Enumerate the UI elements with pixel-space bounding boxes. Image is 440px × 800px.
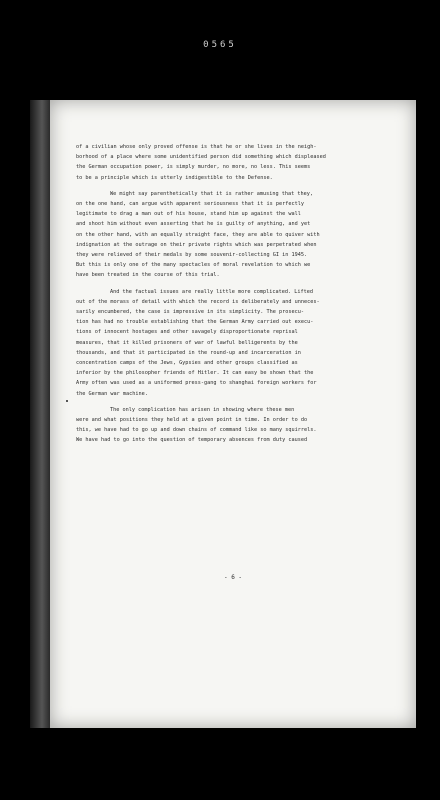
text-line: We have had to go into the question of temporary absences from duty caused <box>76 437 308 444</box>
text-line: We might say parenthetically that it is rather amusing that they, <box>110 190 314 197</box>
page-number: - 6 - <box>223 574 243 581</box>
text-line: tion has had no trouble establishing that the German Army carried out execu- <box>76 319 314 326</box>
text-line: sarily encumbered, the case is impressive in its simplicity. The prosecu- <box>76 309 304 316</box>
body-text <box>76 142 392 446</box>
text-line: thousands, and that it participated in the round-up and incarceration in <box>76 349 301 356</box>
frame-number: 0565 <box>203 40 237 50</box>
text-line: on the other hand, with an equally straight face, they are able to quiver with <box>76 231 320 238</box>
paragraph-4 <box>76 405 392 446</box>
text-line: this, we have had to go up and down chains of command like so many squirrels. <box>76 427 317 434</box>
text-line: concentration camps of the Jews, Gypsies and other groups classified as <box>76 360 298 367</box>
text-line: borhood of a place where some unidentified person did something which displeased <box>76 154 326 161</box>
text-line: The only complication has arisen in showing where these men <box>110 406 295 413</box>
text-line: to be a principle which is utterly indigestible to the Defense. <box>76 174 273 181</box>
text-line: legitimate to drag a man out of his house, stand him up against the wall <box>76 211 301 218</box>
text-line: tions of innocent hostages and other savagely disproportionate reprisal <box>76 329 298 336</box>
text-line: the German war machine. <box>76 390 148 397</box>
text-line: they were relieved of their medals by some souvenir-collecting GI in 1945. <box>76 252 308 259</box>
paragraph-2 <box>76 189 392 281</box>
text-line: were and what positions they held at a given point in time. In order to do <box>76 417 308 424</box>
text-line: inferior by the philosopher friends of Hitler. It can easy be shown that the <box>76 370 314 377</box>
text-line: indignation at the outrage on their private rights which was perpetrated when <box>76 241 317 248</box>
paper-edge <box>30 100 50 728</box>
text-line: on the one hand, can argue with apparent seriousness that it is perfectly <box>76 201 304 208</box>
text-line: But this is only one of the many spectacles of moral revelation to which we <box>76 262 311 269</box>
document-page <box>50 100 416 728</box>
paragraph-3 <box>76 287 392 399</box>
paragraph-1 <box>76 142 392 183</box>
text-line: of a civilian whose only proved offense is that he or she lives in the neigh- <box>76 144 317 150</box>
text-line: And the factual issues are really little more complicated. Lifted <box>110 288 314 295</box>
text-line: measures, that it killed prisoners of war of lawful belligerents by the <box>76 339 298 346</box>
text-line: have been treated in the course of this trial. <box>76 272 220 279</box>
margin-mark <box>66 400 68 402</box>
text-line: and shoot him without even asserting that he is guilty of anything, and yet <box>76 221 311 228</box>
text-line: the German occupation power, is simply murder, no more, no less. This seems <box>76 164 311 171</box>
text-line: Army often was used as a uniformed press-gang to shanghai foreign workers for <box>76 380 317 387</box>
text-line: out of the morass of detail with which the record is deliberately and unneces- <box>76 298 320 305</box>
